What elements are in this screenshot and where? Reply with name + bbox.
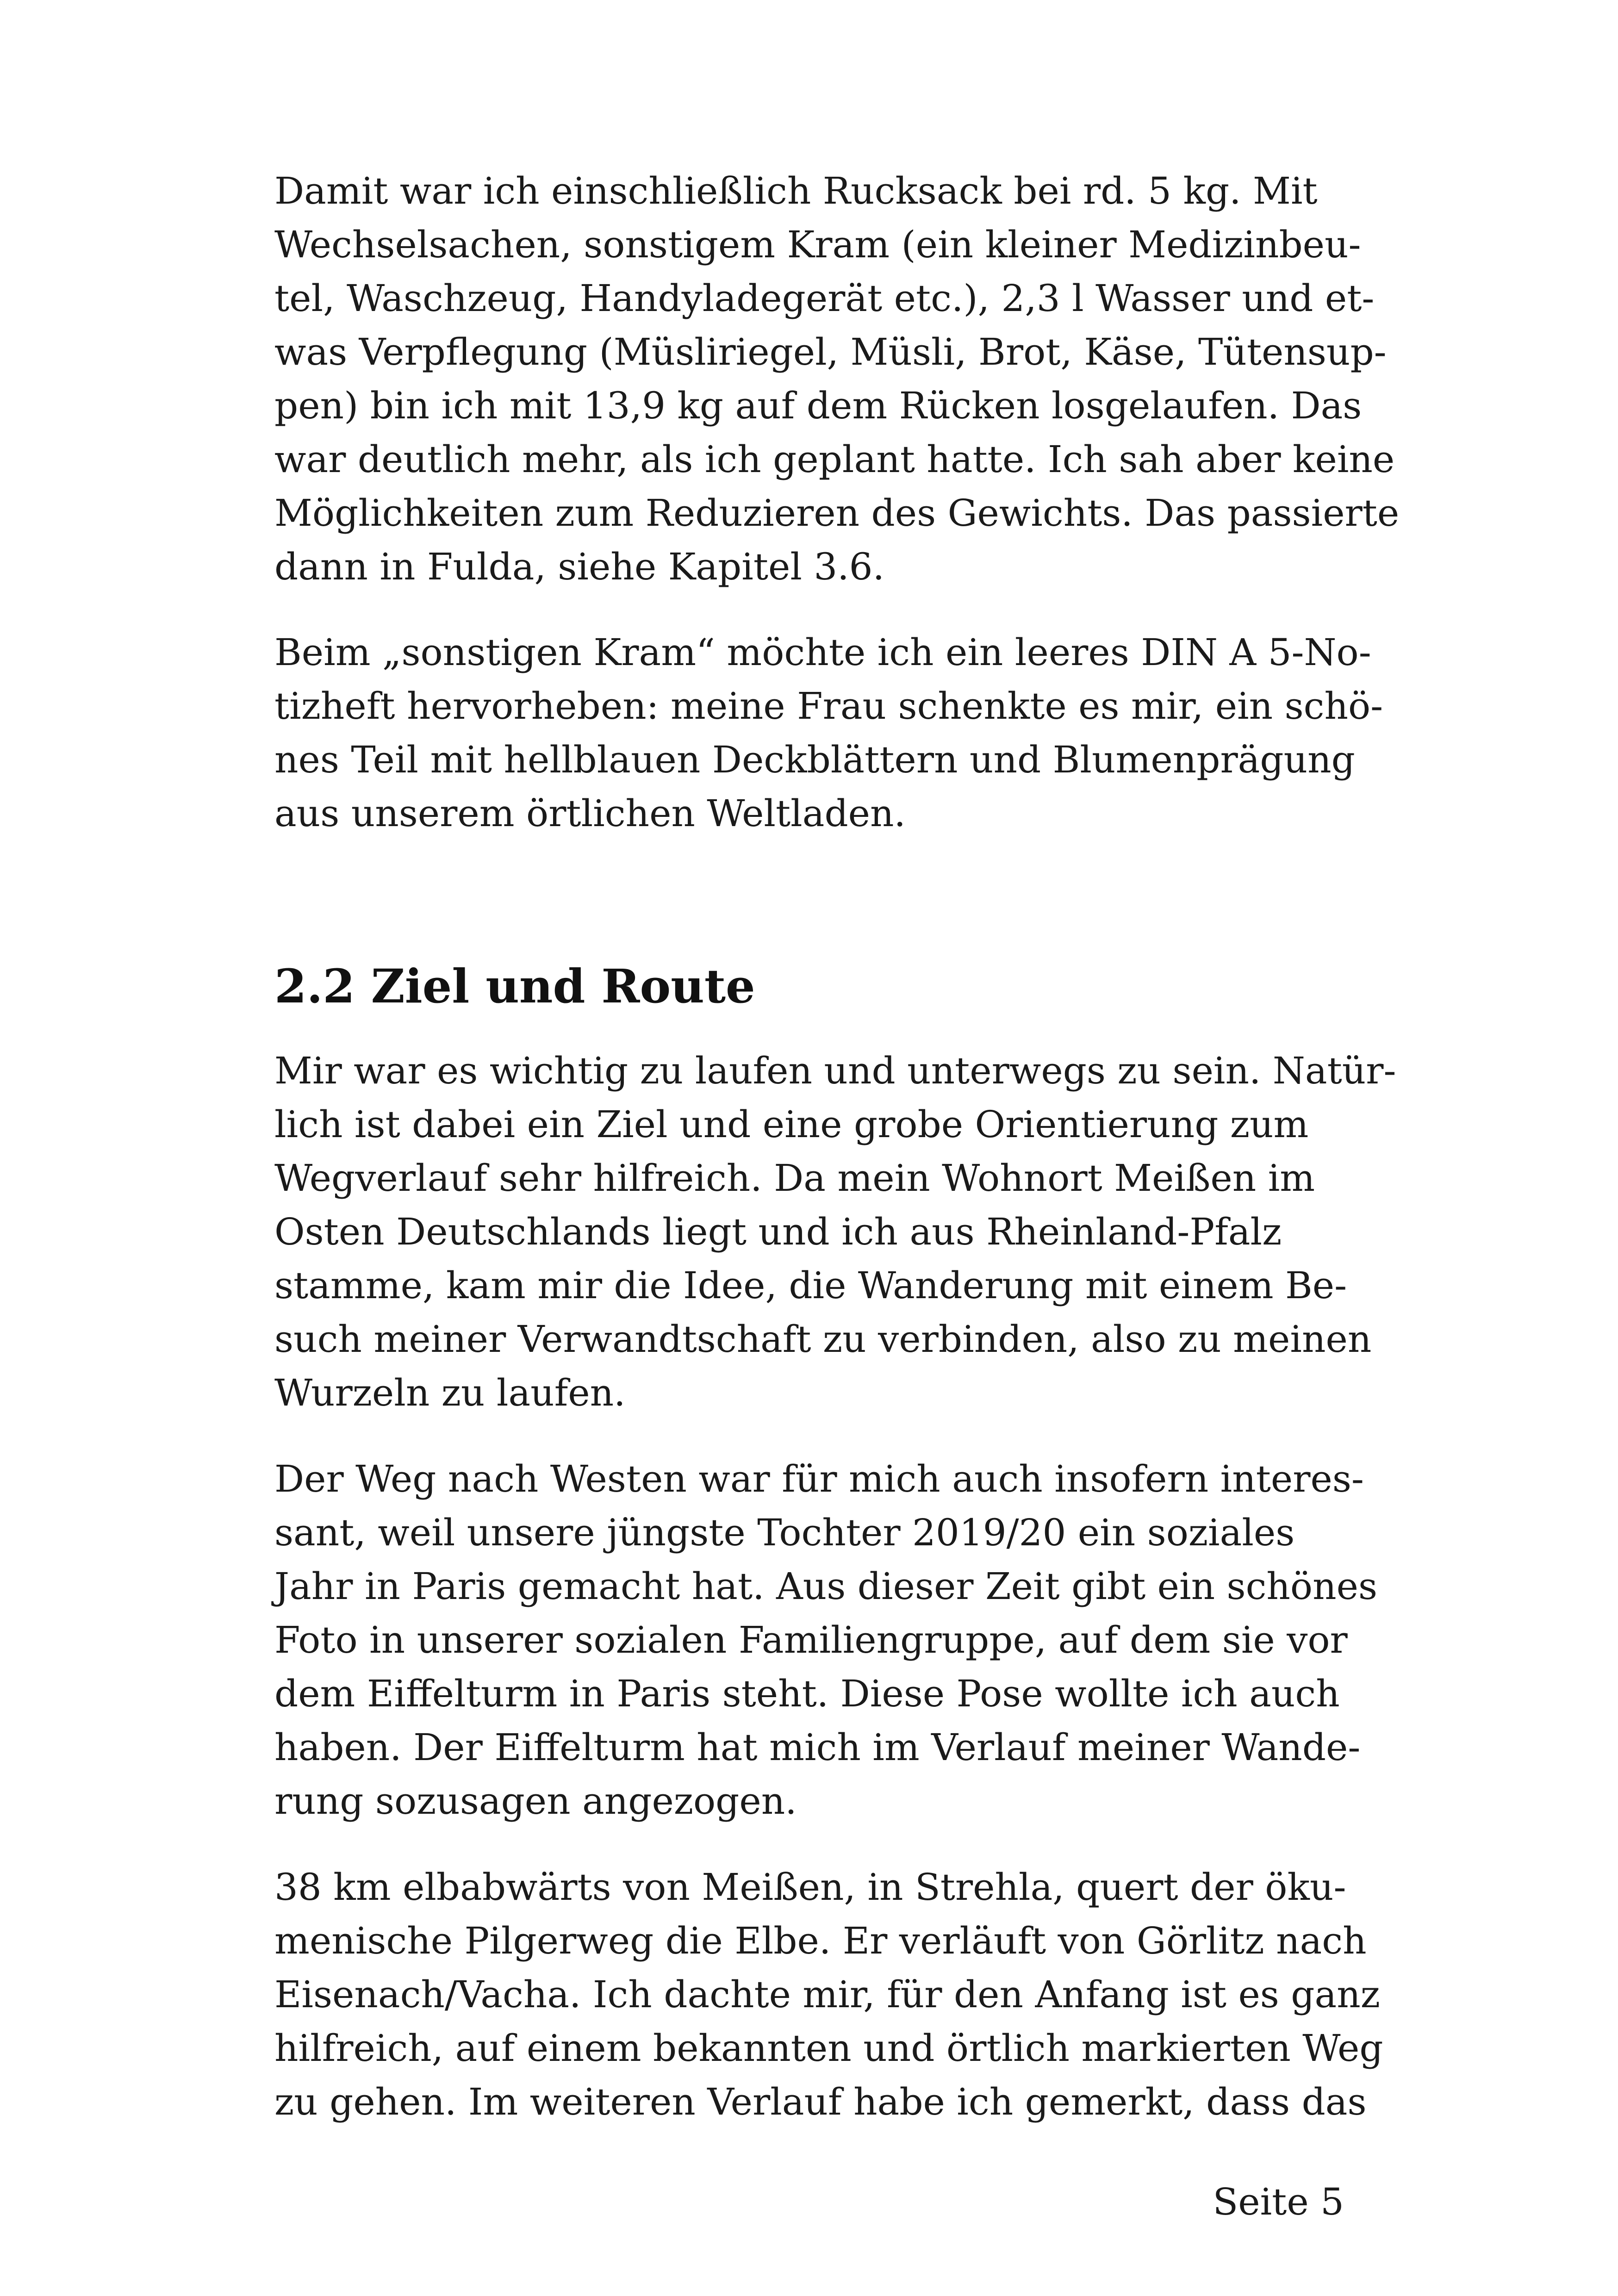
text-line: Wechselsachen, sonstigem Kram (ein kleiner Medizinbeu- <box>274 223 1361 266</box>
text-line: aus unserem örtlichen Weltladen. <box>274 792 906 835</box>
text-line: dann in Fulda, siehe Kapitel 3.6. <box>274 545 885 588</box>
text-line: Möglichkeiten zum Reduzieren des Gewichts. Das passierte <box>274 492 1400 535</box>
text-line: Beim „sonstigen Kram“ möchte ich ein leeres DIN A 5-No- <box>274 631 1371 674</box>
text-line: tizheft hervorheben: meine Frau schenkte es mir, ein schö- <box>274 684 1383 728</box>
text-line: such meiner Verwandtschaft zu verbinden, also zu meinen <box>274 1318 1372 1361</box>
text-line: zu gehen. Im weiteren Verlauf habe ich gemerkt, dass das <box>274 2080 1367 2123</box>
text-line: Jahr in Paris gemacht hat. Aus dieser Zeit gibt ein schönes <box>274 1565 1378 1608</box>
text-line: nes Teil mit hellblauen Deckblättern und Blumenprägung <box>274 738 1355 781</box>
text-line: sant, weil unsere jüngste Tochter 2019/20 ein soziales <box>274 1511 1295 1554</box>
text-line: Mir war es wichtig zu laufen und unterwegs zu sein. Natür- <box>274 1049 1396 1092</box>
text-line: Foto in unserer sozialen Familiengruppe, auf dem sie vor <box>274 1618 1348 1661</box>
text-line: haben. Der Eiffelturm hat mich im Verlauf meiner Wande- <box>274 1726 1361 1769</box>
text-line: Wurzeln zu laufen. <box>274 1371 626 1414</box>
text-line: rung sozusagen angezogen. <box>274 1780 797 1823</box>
section-heading: 2.2 Ziel und Route <box>274 959 755 1014</box>
text-line: tel, Waschzeug, Handyladegerät etc.), 2,3 l Wasser und et- <box>274 277 1375 320</box>
text-line: Osten Deutschlands liegt und ich aus Rheinland-Pfalz <box>274 1210 1282 1253</box>
text-line: Der Weg nach Westen war für mich auch insofern interes- <box>274 1457 1364 1500</box>
text-line: lich ist dabei ein Ziel und eine grobe Orientierung zum <box>274 1103 1309 1146</box>
text-line: Damit war ich einschließlich Rucksack bei rd. 5 kg. Mit <box>274 169 1318 212</box>
text-line: was Verpflegung (Müsliriegel, Müsli, Brot, Käse, Tütensup- <box>274 330 1387 373</box>
text-line: 38 km elbabwärts von Meißen, in Strehla, quert der öku- <box>274 1866 1346 1909</box>
text-line: war deutlich mehr, als ich geplant hatte. Ich sah aber keine <box>274 438 1395 481</box>
text-line: Wegverlauf sehr hilfreich. Da mein Wohnort Meißen im <box>274 1157 1315 1200</box>
text-line: hilfreich, auf einem bekannten und örtlich markierten Weg <box>274 2027 1383 2070</box>
text-line: dem Eiffelturm in Paris steht. Diese Pose wollte ich auch <box>274 1672 1340 1715</box>
text-line: Eisenach/Vacha. Ich dachte mir, für den Anfang ist es ganz <box>274 1973 1380 2016</box>
page-number: Seite 5 <box>1213 2180 1344 2223</box>
text-line: stamme, kam mir die Idee, die Wanderung mit einem Be- <box>274 1264 1347 1307</box>
text-line: menische Pilgerweg die Elbe. Er verläuft von Görlitz nach <box>274 1919 1367 1962</box>
text-line: pen) bin ich mit 13,9 kg auf dem Rücken losgelaufen. Das <box>274 384 1362 427</box>
